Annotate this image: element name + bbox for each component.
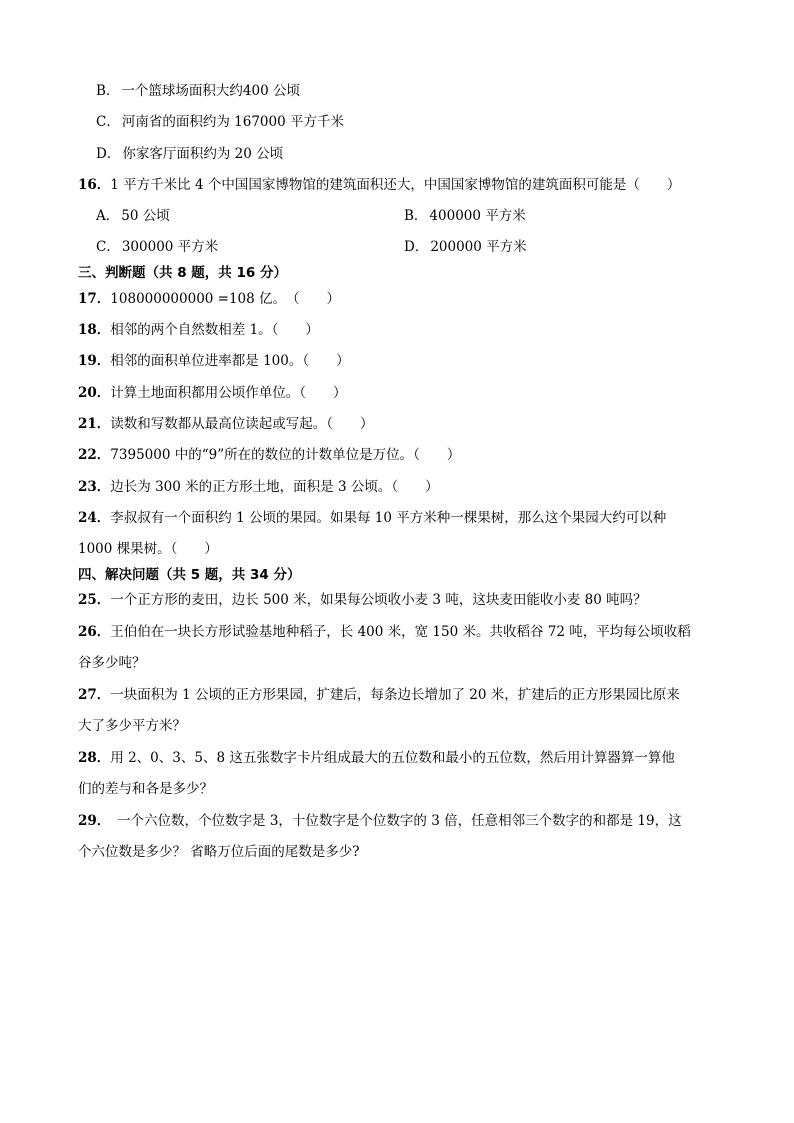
question-22 [78,446,460,464]
question-17 [78,290,340,308]
question-number: 19． [78,353,111,369]
question-19 [78,352,350,370]
question-number: 25． [78,592,111,608]
question-text: 边长为 300 米的正方形土地，面积是 3 公顷。（ ） [110,479,439,495]
question-21 [78,415,374,433]
option-text: 50 公顷 [121,208,170,224]
option-letter: B． [96,83,120,99]
question-text: 7395000 中的“9”所在的数位的计数单位是万位。（ ） [110,447,461,463]
question-text: 一个正方形的麦田，边长 500 米，如果每公顷收小麦 3 吨，这块麦田能收小麦 80 吨吗？ [110,592,647,608]
question-26-continued: 谷多少吨？ [78,655,146,671]
question-28 [78,749,675,767]
q15-option-d [96,145,283,163]
question-text: 李叔叔有一个面积约 1 公顷的果园。如果每 10 平方米种一棵果树，那么这个果园大约可以种 [110,510,667,526]
q16-option-a [96,207,170,225]
question-29 [78,812,682,830]
question-number: 24． [78,510,111,526]
question-text: 一块面积为 1 公顷的正方形果园，扩建后，每条边长增加了 20 米，扩建后的正方形果园比原来 [110,687,680,703]
question-text: 用 2、0、3、5、8 这五张数字卡片组成最大的五位数和最小的五位数，然后用计算器算一算他 [110,750,675,766]
question-text: 读数和写数都从最高位读起或写起。（ ） [110,416,374,432]
question-number: 23． [78,479,111,495]
question-number: 21． [78,416,111,432]
option-letter: C． [96,239,120,255]
option-letter: D． [96,146,121,162]
option-letter: C． [96,114,120,130]
question-26 [78,623,691,641]
question-number: 27． [78,687,111,703]
question-number: 28． [78,750,111,766]
question-text: 计算土地面积都用公顷作单位。（ ） [110,385,347,401]
question-number: 20． [78,385,111,401]
question-20 [78,384,347,402]
question-23 [78,478,439,496]
question-18 [78,321,319,339]
question-text: 相邻的两个自然数相差 1。（ ） [110,322,319,338]
question-text: 108000000000 =108 亿。 （ ） [110,291,341,307]
question-25 [78,591,647,609]
option-letter: D． [404,239,429,255]
question-text: 王伯伯在一块长方形试验基地种稻子，长 400 米，宽 150 米。共收稻谷 72 吨，平均每公顷收稻 [110,624,691,640]
option-letter: A． [96,208,120,224]
question-24 [78,509,666,527]
question-text: 相邻的面积单位进率都是 100。（ ） [110,353,350,369]
question-27 [78,686,680,704]
question-number: 18． [78,322,111,338]
question-text: 1 平方千米比 4 个中国国家博物馆的建筑面积还大，中国国家博物馆的建筑面积可能是（ ） [110,177,681,193]
question-29-continued: 个六位数是多少？ 省略万位后面的尾数是多少? [78,844,360,860]
option-text: 河南省的面积约为 167000 平方千米 [121,114,344,130]
section-3-heading: 三、判断题（共 8 题，共 16 分） [78,265,287,281]
option-text: 300000 平方米 [121,239,219,255]
question-27-continued: 大了多少平方米？ [78,718,186,734]
q16-option-d [404,238,527,256]
question-number: 22． [78,447,111,463]
question-number: 29． [78,813,104,829]
q16-option-b [404,207,526,225]
question-text: 一个六位数，个位数字是 3，十位数字是个位数字的 3 倍，任意相邻三个数字的和都是 19，这 [103,813,682,829]
option-text: 你家客厅面积约为 20 公顷 [122,146,284,162]
option-text: 200000 平方米 [430,239,527,255]
q15-option-c [96,113,344,131]
section-4-heading: 四、解决问题（共 5 题，共 34 分） [78,567,301,583]
option-text: 一个篮球场面积大约400 公顷 [121,83,300,99]
question-number: 17． [78,291,111,307]
question-number: 16． [78,177,111,193]
question-16 [78,176,680,194]
option-text: 400000 平方米 [429,208,526,224]
option-letter: B． [404,208,428,224]
question-24-continued: 1000 棵果树。（ ） [78,541,218,557]
q16-option-c [96,238,218,256]
question-number: 26． [78,624,111,640]
question-28-continued: 们的差与和各是多少？ [78,781,213,797]
q15-option-b [96,82,300,100]
